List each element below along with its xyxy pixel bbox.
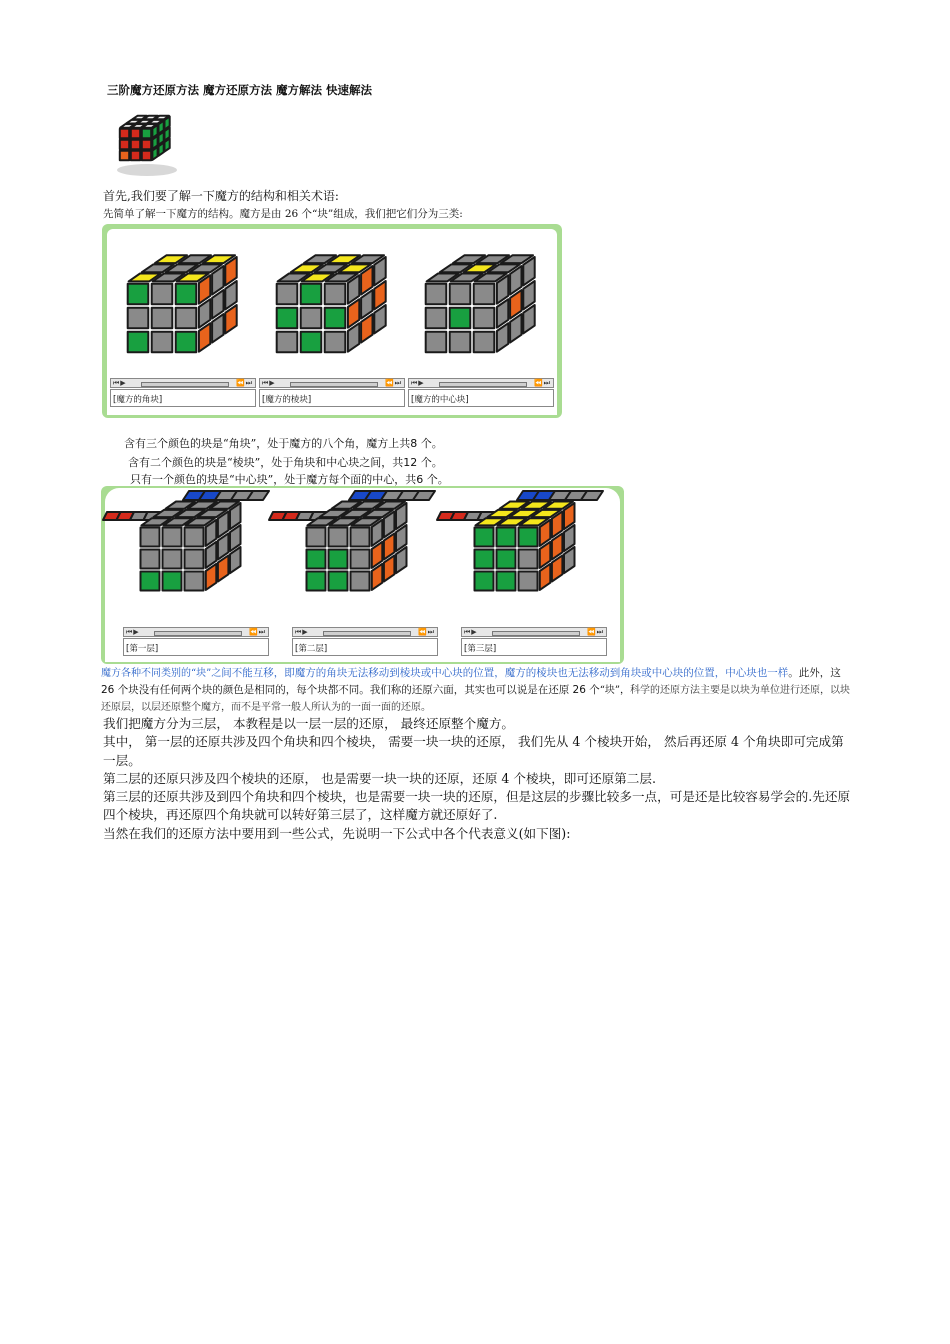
playback-end-icon[interactable]: ⏪⏭ xyxy=(384,379,402,387)
center-cube-front-sticker xyxy=(426,284,447,305)
layer1-cube-front-sticker xyxy=(141,528,160,547)
title-cube-front-sticker xyxy=(120,151,129,160)
corner-cube-front-sticker xyxy=(152,332,173,353)
player-control-corner xyxy=(110,378,256,410)
text: 个。 xyxy=(417,456,443,469)
edge-cube-front-sticker xyxy=(325,332,346,353)
title-cube-right-sticker xyxy=(165,139,170,152)
figure-label: [第三层] xyxy=(461,638,607,656)
playback-bar[interactable] xyxy=(110,378,256,388)
edge-cube-front-sticker xyxy=(301,284,322,305)
playback-end-icon[interactable]: ⏪⏭ xyxy=(235,379,253,387)
center-cube-front-sticker xyxy=(450,332,471,353)
note-highlight: 间不能互移，即魔方的角块无法移动到棱块或中心块的位置，魔方的棱块也无法移动到角块或中心块的位置，中心块也一样 xyxy=(221,667,789,679)
playback-start-icon[interactable]: ⏮▶ xyxy=(262,379,276,387)
layer3-cube-front-sticker xyxy=(497,572,516,591)
layer1-cube-front-sticker xyxy=(163,572,182,591)
count: 6 xyxy=(416,473,424,486)
figure-label: [魔方的角块] xyxy=(110,389,256,407)
playback-end-icon[interactable]: ⏪⏭ xyxy=(586,628,604,636)
figure-label: [魔方的棱块] xyxy=(259,389,405,407)
playback-bar[interactable] xyxy=(259,378,405,388)
playback-slider[interactable] xyxy=(492,631,580,636)
player-control-center xyxy=(408,378,554,410)
layer1-cube-front-sticker xyxy=(185,528,204,547)
playback-bar[interactable] xyxy=(292,627,438,637)
layer2-cube-front-sticker xyxy=(351,550,370,569)
center-cube-front-sticker xyxy=(450,308,471,329)
page-title: 三阶魔方还原方法 魔方还原方法 魔方解法 快速解法 xyxy=(107,83,373,97)
text: 只有一个颜色的块是“中心块”，处于魔方每个面的中心，共 xyxy=(130,473,417,486)
layer2-cube-front-sticker xyxy=(307,528,326,547)
center-cube-front-sticker xyxy=(474,308,495,329)
title-cube-front-sticker xyxy=(142,151,151,160)
note-text: “块”， xyxy=(599,685,630,696)
layer1-cube-front-sticker xyxy=(141,550,160,569)
title-cube-front-sticker xyxy=(142,140,151,149)
layer2-cube-front-sticker xyxy=(307,572,326,591)
center-cube-front-sticker xyxy=(426,308,447,329)
playback-slider[interactable] xyxy=(323,631,411,636)
playback-slider[interactable] xyxy=(439,382,527,387)
title-cube-front-sticker xyxy=(142,129,151,138)
edge-cube-front-sticker xyxy=(301,308,322,329)
layer2-cube-front-sticker xyxy=(329,528,348,547)
figure-layers xyxy=(101,486,624,664)
text: 含有二个颜色的块是“棱块”，处于角块和中心块之间，共 xyxy=(128,456,404,469)
corner-cube-front-sticker xyxy=(176,308,197,329)
layer2-cube-front-sticker xyxy=(329,550,348,569)
playback-start-icon[interactable]: ⏮▶ xyxy=(113,379,127,387)
figure-label: [第一层] xyxy=(123,638,269,656)
layer1-cube-front-sticker xyxy=(141,572,160,591)
figure-piece-types xyxy=(102,224,562,418)
corner-cube-front-sticker xyxy=(176,332,197,353)
center-cube-front-sticker xyxy=(450,284,471,305)
edge-cube-front-sticker xyxy=(325,284,346,305)
playback-bar[interactable] xyxy=(408,378,554,388)
playback-slider[interactable] xyxy=(141,382,229,387)
text: 个。 xyxy=(423,473,449,486)
layer3-cube-front-sticker xyxy=(497,528,516,547)
layer1-cube-front-sticker xyxy=(185,550,204,569)
layer1-cube-front-sticker xyxy=(163,550,182,569)
layer2-cube-front-sticker xyxy=(307,550,326,569)
title-cube-front-sticker xyxy=(131,129,140,138)
player-control-edge xyxy=(259,378,405,410)
corner-piece-description xyxy=(124,435,443,451)
corner-cube-front-sticker xyxy=(152,284,173,305)
layer3-cube-front-sticker xyxy=(497,550,516,569)
figure-label: [魔方的中心块] xyxy=(408,389,554,407)
piece-movement-note xyxy=(101,665,853,716)
center-cube-front-sticker xyxy=(474,284,495,305)
player-control-layer3 xyxy=(461,627,607,659)
layer2-cube-front-sticker xyxy=(351,528,370,547)
count: 8 xyxy=(410,437,418,450)
corner-cube-front-sticker xyxy=(128,284,149,305)
playback-slider[interactable] xyxy=(290,382,378,387)
paragraph: 其中， 第一层的还原共涉及四个角块和四个棱块， 需要一块一块的还原， 我们先从 4 个棱块开始， 然后再还原 4 个角块即可完成第一层。 xyxy=(103,734,844,768)
corner-cube-front-sticker xyxy=(152,308,173,329)
player-control-layer1 xyxy=(123,627,269,659)
note-text: 科学的还原方法主要是以块为单位进行还原，以块还原层，以层还原整个魔方，而不是平常一般人所认为的一面一面的还原。 xyxy=(101,685,850,713)
note-text: 。 xyxy=(788,667,799,679)
playback-bar[interactable] xyxy=(461,627,607,637)
playback-slider[interactable] xyxy=(154,631,242,636)
edge-cube-front-sticker xyxy=(277,308,298,329)
layer1-cube-front-sticker xyxy=(163,528,182,547)
paragraph: 我们把魔方分为三层， 本教程是以一层一层的还原， 最终还原整个魔方。 xyxy=(103,716,515,731)
layer3-cube-front-sticker xyxy=(519,528,538,547)
title-cube-front-sticker xyxy=(120,140,129,149)
title-cube-right-sticker xyxy=(159,143,164,156)
edge-cube-front-sticker xyxy=(325,308,346,329)
title-cube-right-sticker xyxy=(152,147,157,160)
edge-cube-front-sticker xyxy=(277,284,298,305)
count: 12 xyxy=(403,456,418,469)
playback-end-icon[interactable]: ⏪⏭ xyxy=(533,379,551,387)
note-highlight: 魔方各种不同类别的“块”之 xyxy=(101,668,222,679)
title-cube-front-sticker xyxy=(131,140,140,149)
corner-cube-front-sticker xyxy=(128,308,149,329)
playback-bar[interactable] xyxy=(123,627,269,637)
corner-cube-front-sticker xyxy=(128,332,149,353)
title-cube-front-sticker xyxy=(131,151,140,160)
center-cube-front-sticker xyxy=(426,332,447,353)
structure-description: 先简单了解一下魔方的结构。魔方是由 26 个“块”组成，我们把它们分为三类: xyxy=(103,208,463,220)
playback-start-icon[interactable]: ⏮▶ xyxy=(464,628,478,636)
paragraph: 第三层的还原共涉及到四个角块和四个棱块，也是需要一块一块的还原，但是这层的步骤比较多一点，可是还是比较容易学会的.先还原四个棱块，再还原四个角块就可以转好第三层了，这样魔方就还原好了. xyxy=(103,789,851,823)
paragraph: 当然在我们的还原方法中要用到一些公式，先说明一下公式中各个代表意义(如下图): xyxy=(103,825,571,841)
edge-cube-front-sticker xyxy=(301,332,322,353)
layer3-cube-front-sticker xyxy=(475,528,494,547)
rubiks-cube-image xyxy=(107,100,187,180)
playback-start-icon[interactable]: ⏮▶ xyxy=(411,379,425,387)
layer3-cube-front-sticker xyxy=(519,572,538,591)
center-cube-front-sticker xyxy=(474,332,495,353)
corner-cube-front-sticker xyxy=(176,284,197,305)
playback-end-icon[interactable]: ⏪⏭ xyxy=(417,628,435,636)
center-piece-description xyxy=(130,471,449,487)
layer3-cube-front-sticker xyxy=(475,572,494,591)
figure-label: [第二层] xyxy=(292,638,438,656)
player-control-layer2 xyxy=(292,627,438,659)
title-cube-front-sticker xyxy=(120,129,129,138)
layer1-cube-front-sticker xyxy=(185,572,204,591)
playback-start-icon[interactable]: ⏮▶ xyxy=(126,628,140,636)
text: 含有三个颜色的块是“角块”，处于魔方的八个角，魔方上共 xyxy=(124,437,411,450)
note-text: 此外，这 26 个块没有任何两个块的颜色是相同的，每个块都不同。我们称的还原六面，其实也可以说是在还原 26 个 xyxy=(101,667,841,696)
layer3-cube-front-sticker xyxy=(475,550,494,569)
text: 个。 xyxy=(417,437,443,450)
playback-end-icon[interactable]: ⏪⏭ xyxy=(248,628,266,636)
layer2-cube-front-sticker xyxy=(351,572,370,591)
layer-method-text xyxy=(103,715,853,843)
layer3-cube-front-sticker xyxy=(519,550,538,569)
intro-text: 首先,我们要了解一下魔方的结构和相关术语: xyxy=(103,189,339,203)
paragraph: 第二层的还原只涉及四个棱块的还原， 也是需要一块一块的还原，还原 4 个棱块，即可还原第二层. xyxy=(103,770,656,786)
playback-start-icon[interactable]: ⏮▶ xyxy=(295,628,309,636)
edge-cube-front-sticker xyxy=(277,332,298,353)
edge-piece-description xyxy=(128,454,443,470)
layer2-cube-front-sticker xyxy=(329,572,348,591)
